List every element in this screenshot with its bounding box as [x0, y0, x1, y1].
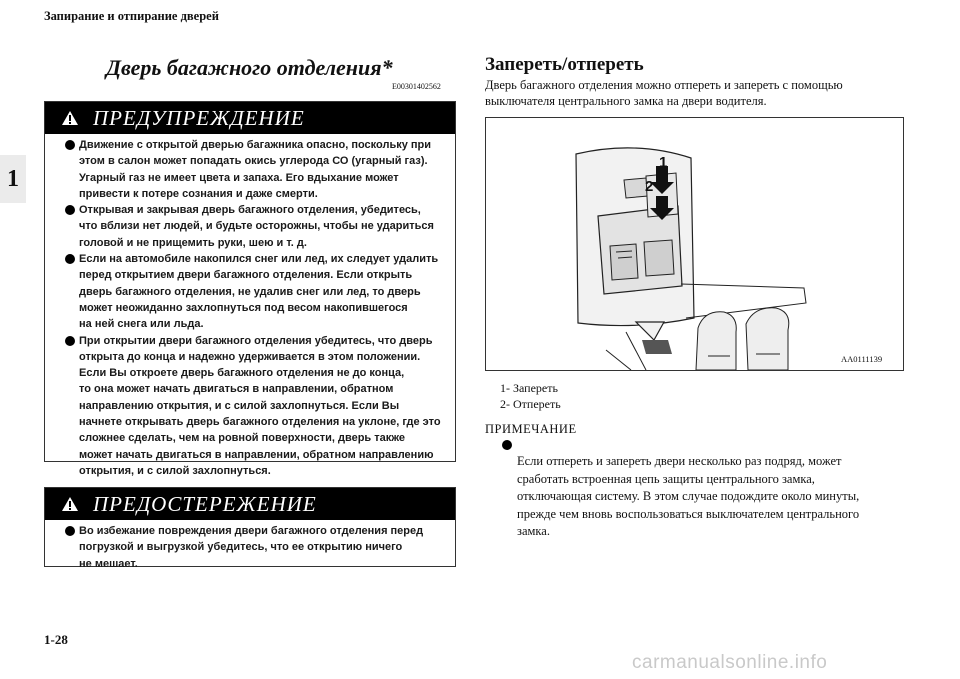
figure-legend	[500, 381, 561, 412]
warning-triangle-icon	[61, 110, 79, 126]
section-title: Дверь багажного отделения*	[106, 55, 393, 80]
door-switch-figure	[485, 117, 904, 371]
caution-box	[44, 487, 456, 570]
section-code: E00301402562	[392, 82, 441, 91]
central-lock-switch-illustration	[486, 118, 903, 370]
legend-item-unlock: 2- Отпереть	[500, 396, 561, 411]
warning-box	[44, 101, 456, 477]
warning-title: ПРЕДУПРЕЖДЕНИЕ	[93, 105, 305, 130]
chapter-tab: 1	[0, 155, 26, 203]
bullet-icon	[65, 254, 75, 264]
page-number: 1-28	[44, 632, 68, 647]
callout-2: 2	[645, 178, 654, 195]
warning-item: При открытии двери багажного отделения убедитесь, что дверь открыта до конца и надежно удерживается в этом положении. Если Вы откроете дверь багажного отделения не до конца, то она может начать двигаться в направлении, обратном направлению открытия, и с силой захлопнуться. Если Вы начнете открывать дверь багажного отделения на уклоне, где это сложнее сделать, чем на ровной поверхности, дверь также может начать двигаться в направлении, обратном направлению открытия, и с силой захлопнуться.	[55, 333, 445, 480]
legend-item-lock: 1- Запереть	[500, 381, 558, 395]
running-header: Запирание и отпирание дверей	[44, 9, 219, 23]
caution-header	[45, 488, 455, 520]
watermark: carmanualsonline.info	[632, 652, 828, 673]
bullet-icon	[65, 205, 75, 215]
caution-title: ПРЕДОСТЕРЕЖЕНИЕ	[93, 491, 317, 516]
warning-item: Если на автомобиле накопился снег или лед, их следует удалить перед открытием двери багажного отделения. Если открыть дверь багажного отделения, не удалив снег или лед, то дверь может неожиданно захлопнуться под весом накопившегося на ней снега или льда.	[55, 251, 445, 332]
warning-header	[45, 102, 455, 134]
note-title: ПРИМЕЧАНИЕ	[485, 422, 577, 436]
note-item: Если отпереть и запереть двери несколько раз подряд, может сработать встроенная цепь защиты центрального замка, отключающая систему. В этом случае подождите около минуты, прежде чем вновь воспользоваться выключателем центрального замка.	[500, 436, 917, 540]
lock-section-intro: Дверь багажного отделения можно отпереть и запереть с помощью выключателя центрального замка на двери водителя.	[485, 78, 843, 108]
bullet-icon	[65, 526, 75, 536]
bullet-icon	[65, 140, 75, 150]
lock-section-title: Запереть/отпереть	[485, 54, 644, 75]
caution-item: Во избежание повреждения двери багажного отделения перед погрузкой и выгрузкой убедитесь, что ее открытию ничего не мешает.	[55, 523, 445, 572]
bullet-icon	[65, 336, 75, 346]
bullet-icon	[502, 440, 512, 450]
warning-triangle-icon	[61, 496, 79, 512]
warning-item: Открывая и закрывая дверь багажного отделения, убедитесь, что вблизи нет людей, и будьте осторожны, чтобы не удариться головой и не прищемить руки, шею и т. д.	[55, 202, 445, 251]
warning-item: Движение с открытой дверью багажника опасно, поскольку при этом в салон может попадать окись углерода СО (угарный газ). Угарный газ не имеет цвета и запаха. Его вдыхание может привести к потере сознания и даже смерти.	[55, 137, 445, 202]
callout-1: 1	[659, 154, 668, 171]
figure-code: AA0111139	[841, 354, 883, 364]
